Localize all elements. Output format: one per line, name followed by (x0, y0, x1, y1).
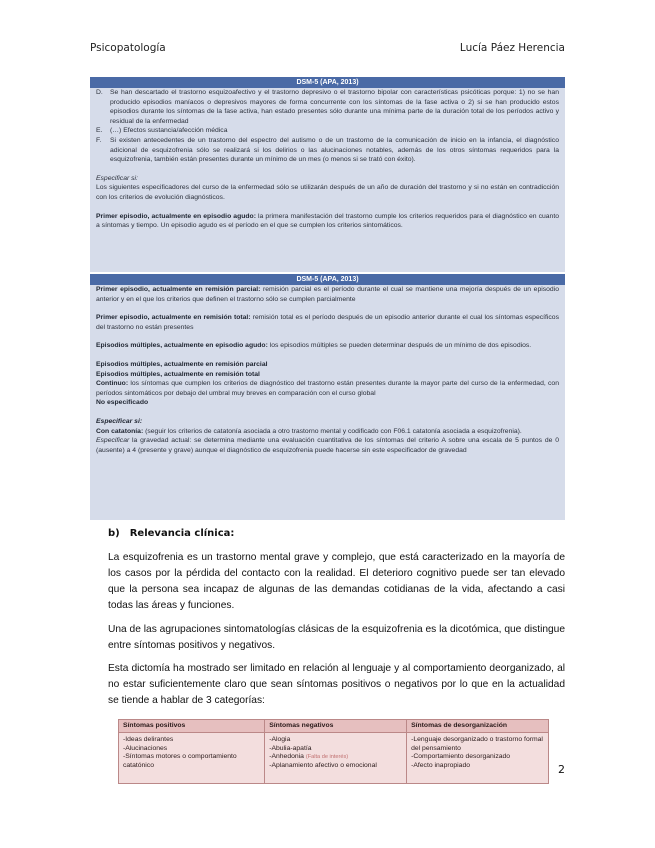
list-item: -Lenguaje desorganizado o trastorno formal del pensamiento (411, 736, 543, 752)
paragraph-three-categories: Esta dictomía ha mostrado ser limitado en relación al lenguaje y al comportamiento deorganizado, al no estar suficientemente claro que sean síntomas positivos o negativos por lo que en la actualidad se tiende a hablar de 3 categorías: (108, 663, 565, 706)
section-heading (108, 528, 244, 539)
positive-symptoms-cell (119, 733, 265, 784)
severity: Especificar la gravedad actual: se determina mediante una evaluación cuantitativa de los síntomas del criterio A sobre una escala de 5 puntos de 0 (ausente) a 4 (presente y grave) aunque el diagnóstico de esquizofrenia puede hacerse sin este especificador de gravedad (96, 437, 559, 454)
symptom-table (118, 719, 549, 784)
criterion-marker: D. (96, 89, 103, 96)
criterion-d (96, 88, 559, 126)
note: (Falta de interés) (305, 754, 349, 761)
list-item: -Anhedonia (Falta de interés) (269, 753, 349, 761)
specify-title: Especificar si: (96, 417, 143, 425)
dsm5-box-specifiers (90, 274, 565, 520)
criterion-marker: F. (96, 136, 102, 144)
list-item: -Afecto inapropiado (411, 761, 471, 769)
list-item: -Aplanamiento afectivo o emocional (269, 761, 377, 769)
list-item: -Abulia-apatía (269, 744, 312, 752)
header-negative: Síntomas negativos (265, 720, 407, 733)
first-episode-total: Primer episodio, actualmente en remisión total: remisión total es el período después de un episodio anterior durante el cual los síntomas específicos del trastorno no están presentes (96, 314, 559, 331)
paragraph-dichotomy: Una de las agrupaciones sintomatologías clásicas de la esquizofrenia es la dicotómica, que distingue entre síntomas positivos y negativos. (108, 624, 565, 651)
catatonia: Con catatonía: (seguir los criterios de catatonía asociada a otro trastorno mental y codificado con F06.1 catatonía asociada a esquizofrenia). (96, 427, 522, 435)
multiple-episodes-acute: Episodios múltiples, actualmente en episodio agudo: los episodios múltiples se pueden determinar después de un mínimo de dos episodios. (96, 342, 532, 350)
dsm5-box-criteria (90, 77, 565, 272)
list-item: -Comportamiento desorganizado (411, 753, 511, 761)
specify-title: Especificar si: (96, 174, 138, 182)
section-marker: b) (108, 528, 120, 539)
list-item: -Alogia (269, 736, 291, 744)
list-item: -Síntomas motores o comportamiento catatónico (123, 753, 237, 769)
header-disorganization: Síntomas de desorganización (407, 720, 549, 733)
header-title: Psicopatología (90, 42, 166, 54)
dsm5-box-title: DSM-5 (APA, 2013) (90, 77, 565, 88)
section-title: Relevancia clínica: (129, 528, 235, 539)
table-row (119, 733, 549, 784)
unspecified: No especificado (96, 399, 149, 407)
list-item: -Ideas delirantes (123, 736, 174, 744)
criterion-text: (…) Efectos sustancia/afección médica (110, 127, 228, 135)
header-positive: Síntomas positivos (119, 720, 265, 733)
specify-text: Los siguientes especificadores del curso de la enfermedad sólo se utilizarán después de un año de duración del trastorno y si no están en contradicción con los criterios de evolución diagnósticos. (96, 184, 559, 201)
continuous: Continuo: los síntomas que cumplen los criterios de diagnóstico del trastorno están presentes durante la mayor parte del curso de la enfermedad, con períodos sintomáticos por debajo del umbral muy breves en comparación con el curso global (96, 380, 559, 397)
list-item: -Alucinaciones (123, 744, 168, 752)
criterion-text: Se han descartado el trastorno esquizoafectivo y el trastorno depresivo o el trastorno bipolar con características psicóticas porque: 1) no se han producido episodios maníacos o depresivos mayores de forma concurrente con los síntomas de la fase activa o 2) si se han producido estos episodios durante los síntomas de la fase activa, han estado presentes sólo durante una mínima parte de la duración total de los períodos activo y residual de la enfermedad (110, 89, 559, 125)
header-author: Lucía Páez Herencia (459, 42, 565, 54)
criterion-e (96, 126, 559, 136)
multiple-episodes-total: Episodios múltiples, actualmente en remisión total (96, 370, 260, 378)
negative-symptoms-cell (265, 733, 407, 784)
criterion-text: Si existen antecedentes de un trastorno del espectro del autismo o de un trastorno de la comunicación de inicio en la infancia, el diagnóstico adicional de esquizofrenia sólo se realizará si los delirios o las alucinaciones notables, además de los otros síntomas requeridos para la esquizofrenia, también están presentes durante un mínimo de un mes (o menos si se trató con éxito). (110, 136, 559, 164)
criterion-marker: E. (96, 127, 103, 135)
page-number: 2 (558, 763, 565, 776)
criterion-f (96, 136, 559, 165)
first-episode-acute: Primer episodio, actualmente en episodio agudo: la primera manifestación del trastorno cumple los criterios requeridos para el diagnóstico en cuanto a síntomas y tiempo. Un episodio agudo es el período en el que se cumplen los criterios sintomáticos. (96, 212, 559, 230)
dsm5-box-title: DSM-5 (APA, 2013) (90, 274, 565, 285)
paragraph-definition: La esquizofrenia es un trastorno mental grave y complejo, que está caracterizado en la mayoría de los casos por la pérdida del contacto con la realidad. El deterioro cognitivo puede ser tan elevado que la persona sea incapaz de algunas de las demandas cotidianas de la vida, afectando a casi todas las áreas y funciones. (108, 552, 565, 611)
multiple-episodes-partial: Episodios múltiples, actualmente en remisión parcial (96, 360, 268, 368)
disorganization-symptoms-cell (407, 733, 549, 784)
first-episode-partial: Primer episodio, actualmente en remisión parcial: remisión parcial es el período durante el cual se mantiene una mejoría después de un episodio anterior y en el que los criterios que definen el trastorno sólo se cumplen parcialmente (96, 286, 559, 303)
